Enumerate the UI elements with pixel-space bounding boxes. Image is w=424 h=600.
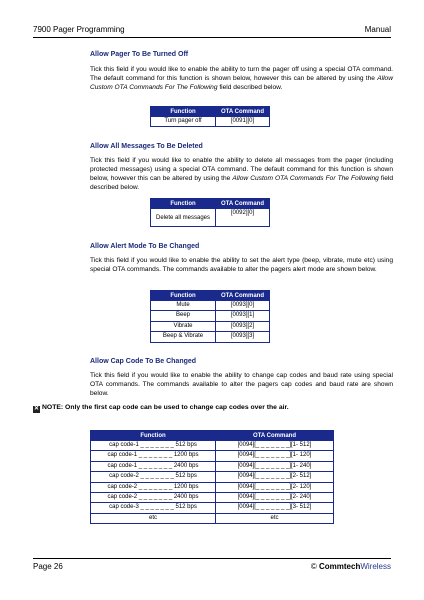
table-cell: [0092][0] bbox=[216, 209, 270, 227]
table-row bbox=[151, 117, 270, 127]
table-cell: cap code-1 _ _ _ _ _ _ _ 1200 bps bbox=[91, 451, 216, 461]
copyright-symbol: © bbox=[310, 562, 317, 571]
col-header: Function bbox=[151, 199, 216, 209]
table-delete-all bbox=[150, 198, 270, 227]
table-cell: Mute bbox=[151, 301, 216, 311]
page-header bbox=[33, 25, 391, 37]
table-cell: [0093][0] bbox=[216, 301, 270, 311]
col-header: OTA Command bbox=[216, 199, 270, 209]
footer-divider bbox=[33, 558, 391, 559]
para-turn-off bbox=[90, 65, 393, 92]
table-cell: [0094][_ _ _ _ _ _ _][3- 512] bbox=[216, 503, 334, 513]
note-line bbox=[33, 404, 289, 413]
table-cell: Delete all messages bbox=[151, 209, 216, 227]
table-cell: cap code-1 _ _ _ _ _ _ _ 2400 bps bbox=[91, 461, 216, 471]
table-row bbox=[151, 301, 270, 311]
heading-alert-mode: Allow Alert Mode To Be Changed bbox=[90, 243, 200, 250]
table-cell: cap code-2 _ _ _ _ _ _ _ 1200 bps bbox=[91, 482, 216, 492]
para-alert-mode: Tick this field if you would like to enable the ability to set the alert type (beep, vibrate, mute etc) using special OTA commands. The commands available to alter the pagers alert mode are shown below. bbox=[90, 257, 393, 274]
header-manual: Manual bbox=[364, 25, 391, 34]
table-cell: Beep bbox=[151, 311, 216, 321]
brand-logo bbox=[311, 562, 391, 571]
table-cell: [0094][_ _ _ _ _ _ _][1- 120] bbox=[216, 451, 334, 461]
table-cell: cap code-2 _ _ _ _ _ _ _ 512 bps bbox=[91, 472, 216, 482]
para-cap-code: Tick this field if you would like to enable the ability to change cap codes and baud rate using special OTA commands. The commands available to alter the pagers cap codes and baud rate are shown below. bbox=[90, 372, 393, 398]
table-cell: etc bbox=[91, 513, 216, 523]
heading-cap-code: Allow Cap Code To Be Changed bbox=[90, 358, 197, 365]
col-header: OTA Command bbox=[216, 291, 270, 301]
para-delete-all bbox=[90, 156, 393, 192]
table-cell: Turn pager off bbox=[151, 117, 216, 127]
table-cell: [0094][_ _ _ _ _ _ _][2- 512] bbox=[216, 472, 334, 482]
table-cell: [0091][0] bbox=[216, 117, 270, 127]
col-header: Function bbox=[151, 107, 216, 117]
page-footer bbox=[33, 562, 391, 571]
table-cell: Vibrate bbox=[151, 321, 216, 331]
table-row bbox=[91, 513, 334, 523]
brand-bold: Commtech bbox=[318, 562, 361, 571]
note-icon: ✕ bbox=[33, 406, 40, 412]
table-cell: [0094][_ _ _ _ _ _ _][2- 240] bbox=[216, 493, 334, 503]
table-row bbox=[151, 332, 270, 342]
table-row bbox=[151, 209, 270, 227]
table-row bbox=[91, 451, 334, 461]
heading-delete-all: Allow All Messages To Be Deleted bbox=[90, 143, 203, 150]
table-cell: [0094][_ _ _ _ _ _ _][2- 120] bbox=[216, 482, 334, 492]
header-divider bbox=[33, 37, 391, 38]
page-number: Page 26 bbox=[33, 562, 63, 571]
para-text: field described below. bbox=[217, 84, 283, 92]
table-cell: [0094][_ _ _ _ _ _ _][1- 240] bbox=[216, 461, 334, 471]
col-header: Function bbox=[91, 431, 216, 441]
para-text: field described below. bbox=[90, 175, 394, 192]
table-cap-code bbox=[90, 430, 334, 524]
table-row bbox=[91, 493, 334, 503]
col-header: Function bbox=[151, 291, 216, 301]
table-cell: cap code-2 _ _ _ _ _ _ _ 2400 bps bbox=[91, 493, 216, 503]
brand-rest: Wireless bbox=[360, 562, 391, 571]
table-row bbox=[91, 441, 334, 451]
table-alert-mode bbox=[150, 290, 270, 343]
para-italic: Allow Custom OTA Commands For The Following bbox=[232, 175, 379, 183]
para-text: Tick this field if you would like to enable the ability to delete all messages from the pager (including protected messages) using a special OTA command. The default command for this function is shown below, however this can be altered by using the bbox=[90, 157, 393, 183]
table-row bbox=[91, 482, 334, 492]
table-row bbox=[151, 311, 270, 321]
table-row bbox=[151, 321, 270, 331]
table-cell: [0093][3] bbox=[216, 332, 270, 342]
para-italic: Allow Custom OTA Commands For The Following bbox=[90, 75, 393, 92]
note-text: NOTE: Only the first cap code can be used to change cap codes over the air. bbox=[42, 404, 289, 411]
table-cell: etc bbox=[216, 513, 334, 523]
table-cell: [0093][2] bbox=[216, 321, 270, 331]
table-cell: [0093][1] bbox=[216, 311, 270, 321]
col-header: OTA Command bbox=[216, 107, 270, 117]
table-row bbox=[91, 503, 334, 513]
header-title: 7900 Pager Programming bbox=[33, 25, 125, 34]
table-turn-off bbox=[150, 106, 270, 127]
table-row bbox=[91, 461, 334, 471]
col-header: OTA Command bbox=[216, 431, 334, 441]
table-cell: cap code-1 _ _ _ _ _ _ _ 512 bps bbox=[91, 441, 216, 451]
table-cell: Beep & Vibrate bbox=[151, 332, 216, 342]
heading-turn-off: Allow Pager To Be Turned Off bbox=[90, 51, 189, 58]
table-row bbox=[91, 472, 334, 482]
table-cell: [0094][_ _ _ _ _ _ _][1- 512] bbox=[216, 441, 334, 451]
table-cell: cap code-3 _ _ _ _ _ _ _ 512 bps bbox=[91, 503, 216, 513]
para-text: Tick this field if you would like to enable the ability to turn the pager off using a special OTA command. The default command for this function is shown below, however this can be altered by using the bbox=[90, 66, 393, 83]
